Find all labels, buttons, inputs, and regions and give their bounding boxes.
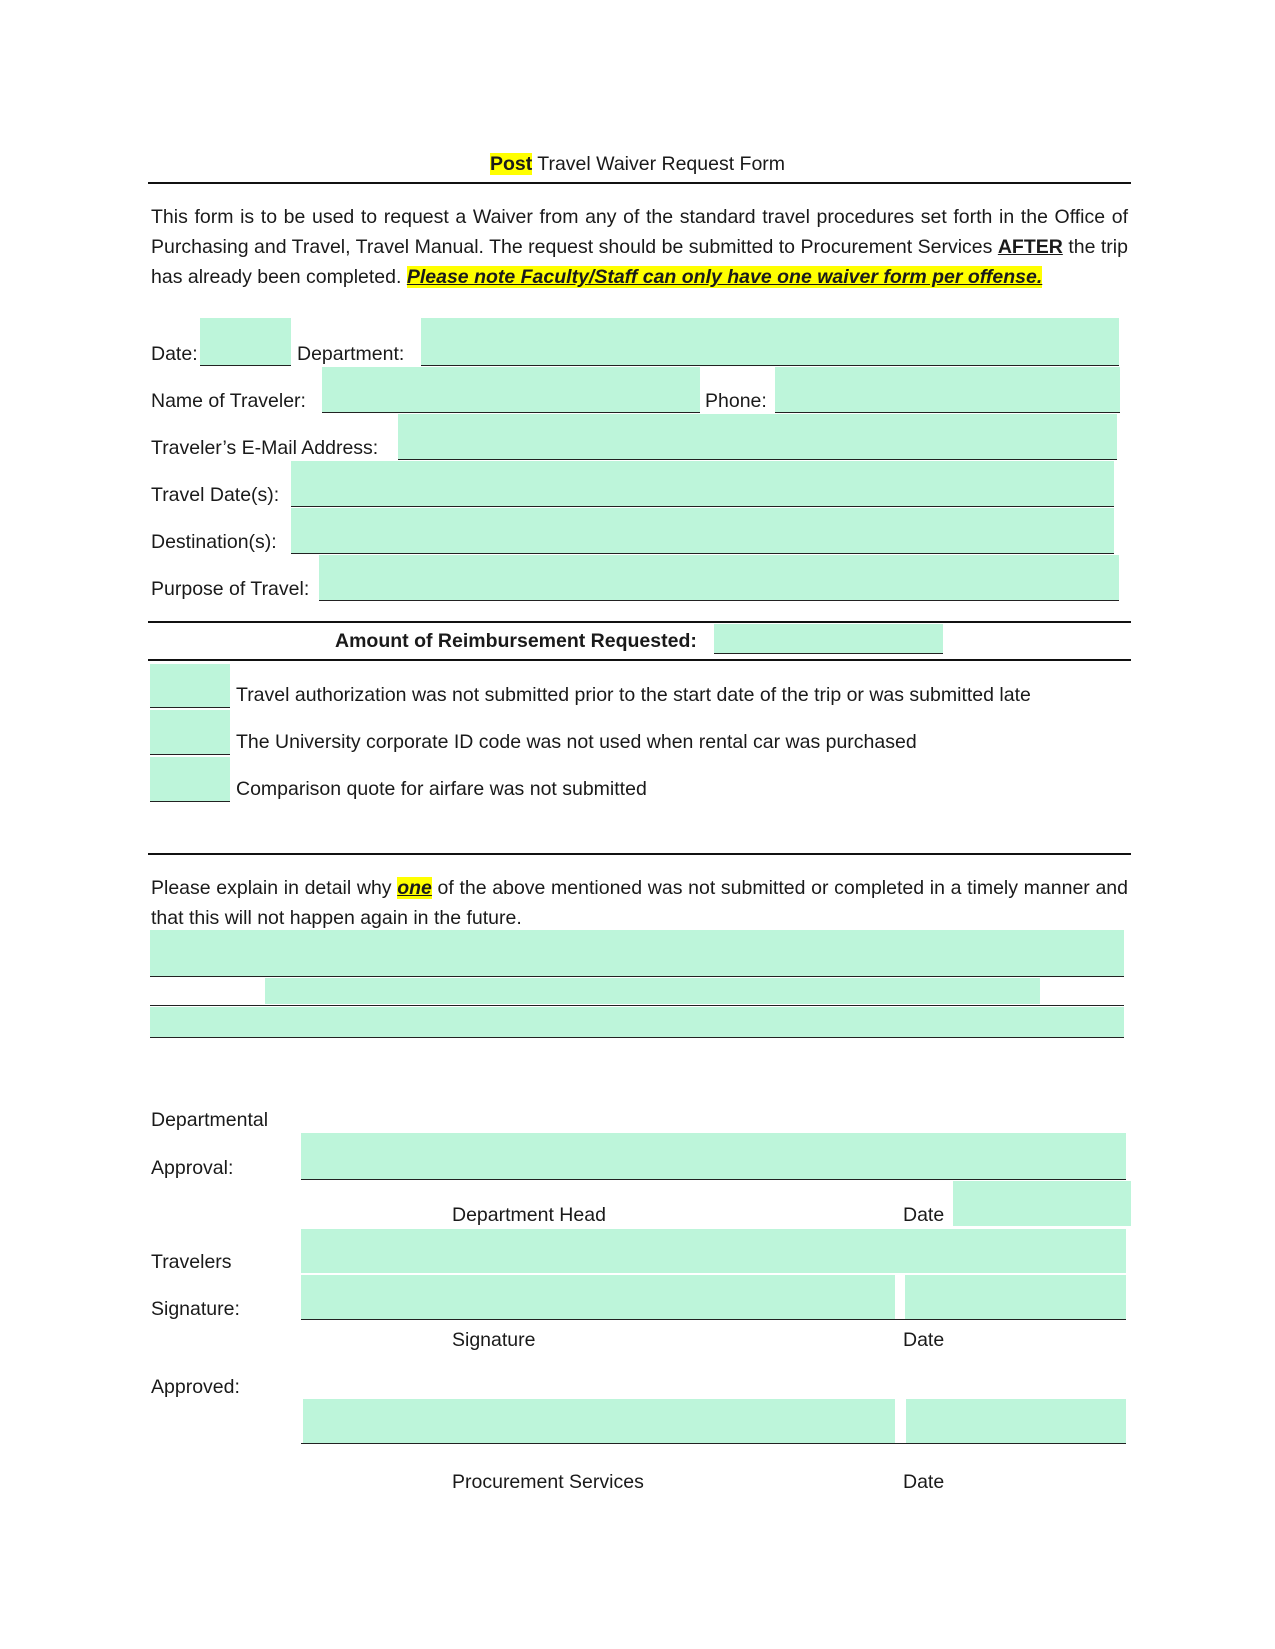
check-field-airfare-quote[interactable] xyxy=(150,757,230,802)
explain-part1: Please explain in detail why xyxy=(151,877,398,899)
travel-dates-label: Travel Date(s): xyxy=(151,484,280,506)
date-field[interactable] xyxy=(200,318,291,366)
dept-date-field[interactable] xyxy=(953,1181,1131,1226)
procurement-signature-field[interactable] xyxy=(303,1399,895,1444)
section-rule xyxy=(148,853,1131,855)
dept-approval-label-1: Departmental xyxy=(151,1109,269,1131)
check-label-rental-car-id: The University corporate ID code was not used when rental car was purchased xyxy=(236,731,917,753)
travelers-upper-field[interactable] xyxy=(301,1229,1126,1273)
intro-after: AFTER xyxy=(997,236,1063,258)
travelers-label-1: Travelers xyxy=(151,1251,232,1273)
destinations-label: Destination(s): xyxy=(151,531,277,553)
purpose-label: Purpose of Travel: xyxy=(151,578,310,600)
explanation-line-1[interactable] xyxy=(150,930,1124,977)
email-label: Traveler’s E-Mail Address: xyxy=(151,437,379,459)
traveler-name-label: Name of Traveler: xyxy=(151,390,306,412)
purpose-field[interactable] xyxy=(319,555,1119,601)
intro-note: Please note Faculty/Staff can only have one waiver form per offense. xyxy=(406,266,1043,288)
title-highlight: Post xyxy=(489,153,533,175)
department-field[interactable] xyxy=(421,318,1119,366)
destinations-field[interactable] xyxy=(291,508,1114,554)
explanation-line-2[interactable] xyxy=(150,978,1124,1006)
department-label: Department: xyxy=(297,343,405,365)
dept-date-caption: Date xyxy=(903,1204,945,1226)
amount-label: Amount of Reimbursement Requested: xyxy=(335,630,697,652)
email-field[interactable] xyxy=(398,414,1117,460)
explain-emph: one xyxy=(397,877,432,899)
date-label: Date: xyxy=(151,343,198,365)
explain-paragraph xyxy=(151,873,1128,933)
procurement-caption: Procurement Services xyxy=(452,1471,644,1493)
check-field-rental-car-id[interactable] xyxy=(150,710,230,755)
check-label-late-authorization: Travel authorization was not submitted prior to the start date of the trip or was submitted late xyxy=(236,684,1031,706)
traveler-date-field[interactable] xyxy=(905,1275,1126,1320)
explanation-line-3[interactable] xyxy=(150,1007,1124,1038)
travelers-label-2: Signature: xyxy=(151,1298,240,1320)
signature-caption: Signature xyxy=(452,1329,536,1351)
intro-text1: This form is to be used to request a Waiver from any of the standard travel procedures set forth in the Office of Purchasing and Travel, Travel Manual. The request should be submitted to Procurement Services xyxy=(151,206,1128,258)
amount-top-rule xyxy=(148,621,1131,623)
title-rule xyxy=(148,182,1131,184)
form-title xyxy=(0,152,1275,176)
amount-field[interactable] xyxy=(714,624,943,654)
phone-field[interactable] xyxy=(775,367,1120,413)
traveler-signature-gap xyxy=(895,1275,905,1320)
procurement-date-field[interactable] xyxy=(906,1399,1126,1444)
explanation-line-2-fill xyxy=(265,978,1040,1004)
check-field-late-authorization[interactable] xyxy=(150,664,230,708)
dept-head-caption: Department Head xyxy=(452,1204,606,1226)
procurement-date-caption: Date xyxy=(903,1471,945,1493)
amount-bottom-rule xyxy=(148,659,1131,661)
dept-approval-label-2: Approval: xyxy=(151,1157,234,1179)
travel-dates-field[interactable] xyxy=(291,461,1114,507)
explain-part2: of the above mentioned was not submitted or completed in a timely manner and that this will not happen again in the future. xyxy=(151,877,1128,929)
dept-head-signature-field[interactable] xyxy=(301,1133,1126,1180)
intro-paragraph xyxy=(151,202,1128,292)
phone-label: Phone: xyxy=(705,390,767,412)
approved-label: Approved: xyxy=(151,1376,240,1398)
intro-text2: the trip has already been completed. xyxy=(151,236,1128,288)
check-label-airfare-quote: Comparison quote for airfare was not submitted xyxy=(236,778,647,800)
title-rest: Travel Waiver Request Form xyxy=(532,153,786,175)
traveler-date-caption: Date xyxy=(903,1329,945,1351)
traveler-signature-field[interactable] xyxy=(301,1275,895,1320)
traveler-name-field[interactable] xyxy=(322,367,700,413)
